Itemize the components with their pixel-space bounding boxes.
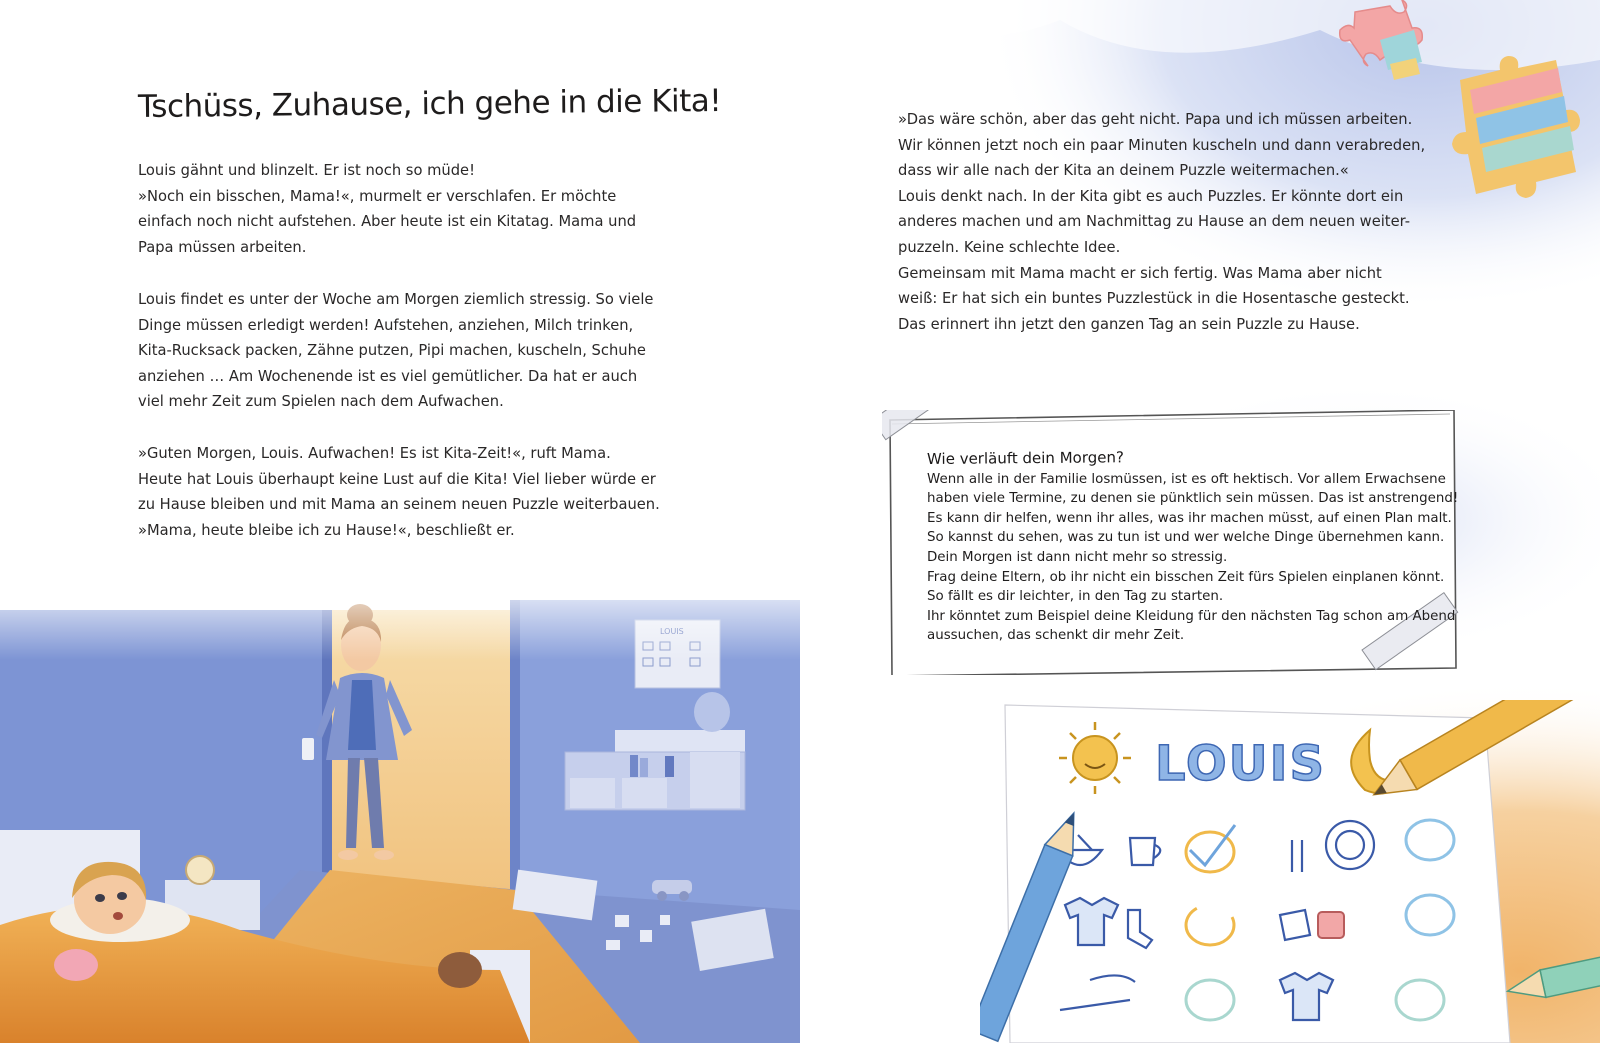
note-line: haben viele Termine, zu denen sie pünktlich sein müssen. Das ist anstrengend! [927, 491, 1459, 507]
plan-name: LOUIS [1155, 736, 1327, 792]
dog-plush [438, 952, 482, 988]
page-title: Tschüss, Zuhause, ich gehe in die Kita! [137, 82, 722, 126]
paragraph-3 [138, 441, 660, 543]
pig-plush [54, 949, 98, 981]
puzzle-piece-small [1340, 0, 1423, 80]
text-line: Wir können jetzt noch ein paar Minuten kuscheln und dann verabreden, [898, 136, 1426, 154]
text-line: »Mama, heute bleibe ich zu Hause!«, beschließt er. [138, 521, 515, 539]
text-line: Das erinnert ihn jetzt den ganzen Tag an sein Puzzle zu Hause. [898, 315, 1360, 333]
paragraph-1 [138, 158, 636, 260]
light-switch [302, 738, 314, 760]
note-line: aussuchen, das schenkt dir mehr Zeit. [927, 628, 1185, 644]
green-pencil-icon [1505, 945, 1600, 1005]
puzzle-piece-large [1452, 56, 1580, 198]
text-line: Kita-Rucksack packen, Zähne putzen, Pipi machen, kuscheln, Schuhe [138, 342, 646, 360]
text-line: puzzeln. Keine schlechte Idee. [898, 238, 1121, 256]
bedroom-illustration [0, 570, 800, 1043]
backpack [694, 692, 730, 732]
right-page [800, 0, 1600, 1043]
note-line: Ihr könntet zum Beispiel deine Kleidung für den nächsten Tag schon am Abend [927, 608, 1456, 624]
note-line: Dein Morgen ist dann nicht mehr so stressig. [927, 549, 1228, 565]
paragraph-4 [898, 107, 1425, 337]
dice-icon [1318, 912, 1344, 938]
text-line: viel mehr Zeit zum Spielen nach dem Aufwachen. [138, 393, 504, 411]
text-line: zu Hause bleiben und mit Mama an seinem neuen Puzzle weiterbauen. [138, 496, 660, 514]
text-line: »Guten Morgen, Louis. Aufwachen! Es ist Kita-Zeit!«, ruft Mama. [138, 445, 611, 462]
text-line: »Das wäre schön, aber das geht nicht. Papa und ich müssen arbeiten. [898, 111, 1413, 128]
morning-plan-drawing [980, 700, 1600, 1043]
text-line: Papa müssen arbeiten. [138, 238, 307, 256]
note-line: Frag deine Eltern, ob ihr nicht ein bisschen Zeit fürs Spielen einplanen könnt. [927, 569, 1445, 585]
paragraph-2 [138, 287, 653, 415]
top-fade [0, 570, 800, 660]
alarm-clock [186, 856, 214, 884]
note-line: Es kann dir helfen, wenn ihr alles, was ihr machen müsst, auf einen Plan malt. [927, 510, 1452, 526]
text-line: anderes machen und am Nachmittag zu Hause an dem neuen weiter- [898, 213, 1411, 231]
text-line: Heute hat Louis überhaupt keine Lust auf die Kita! Viel lieber würde er [138, 470, 656, 488]
text-line: weiß: Er hat sich ein buntes Puzzlestück in die Hosentasche gesteckt. [898, 290, 1410, 308]
note-line: Wenn alle in der Familie losmüssen, ist es oft hektisch. Vor allem Erwachsene [927, 471, 1446, 487]
text-line: Dinge müssen erledigt werden! Aufstehen, anziehen, Milch trinken, [138, 316, 634, 334]
text-line: dass wir alle nach der Kita an deinem Puzzle weitermachen.« [898, 162, 1349, 180]
text-line: Louis findet es unter der Woche am Morgen ziemlich stressig. So viele [138, 291, 654, 308]
text-line: Louis gähnt und blinzelt. Er ist noch so müde! [138, 162, 475, 179]
note-line: So fällt es dir leichter, in den Tag zu starten. [927, 589, 1224, 605]
text-line: Louis denkt nach. In der Kita gibt es auch Puzzles. Er könnte dort ein [898, 187, 1404, 205]
text-line: »Noch ein bisschen, Mama!«, murmelt er verschlafen. Er möchte [138, 187, 617, 205]
note-content [927, 450, 1458, 646]
note-heading: Wie verläuft dein Morgen? [926, 448, 1124, 468]
text-line: anziehen … Am Wochenende ist es viel gemütlicher. Da hat er auch [138, 367, 638, 385]
text-line: Gemeinsam mit Mama macht er sich fertig. Was Mama aber nicht [898, 264, 1382, 282]
note-line: So kannst du sehen, was zu tun ist und wer welche Dinge übernehmen kann. [927, 530, 1445, 546]
text-line: einfach noch nicht aufstehen. Aber heute ist ein Kitatag. Mama und [138, 213, 637, 231]
